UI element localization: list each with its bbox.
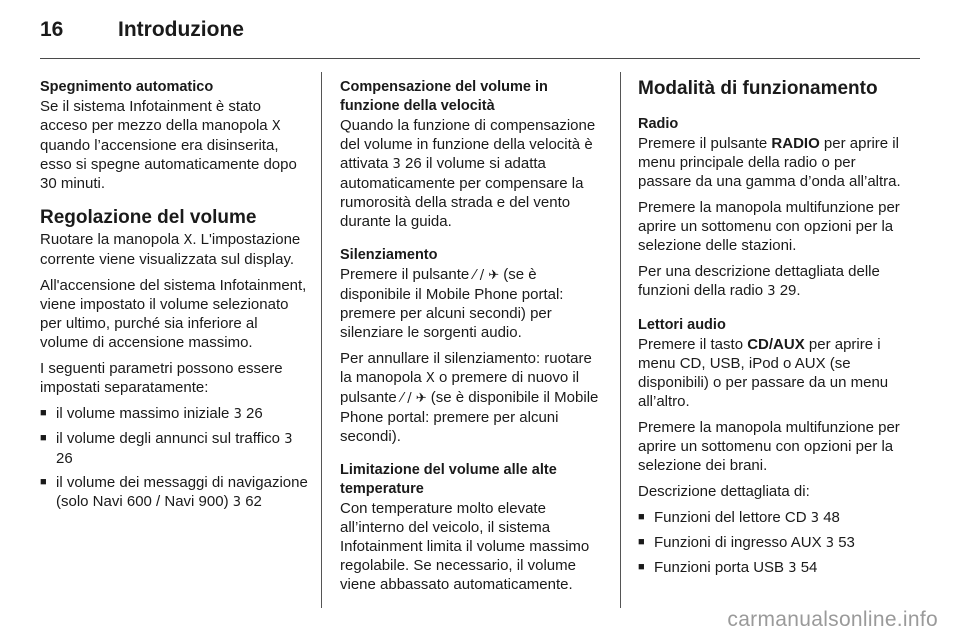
temperature-paragraph: Con temperature molto elevate all’interno del veicolo, il sistema Infotainment limita il volume massimo regolabile. Se necessario, il volume viene abbassato automaticamente. — [340, 500, 590, 593]
volume-parameters-list — [40, 404, 308, 512]
temperature-heading: Limitazione del volume alle alte temperature — [340, 462, 557, 497]
power-knob-icon: X — [183, 233, 193, 248]
cd-aux-key-label: CD/AUX — [747, 336, 805, 353]
page-ref-icon: 3 — [825, 536, 835, 551]
players-heading: Lettori audio — [638, 317, 726, 333]
page-ref-icon: 3 — [767, 284, 776, 299]
auto-off-heading: Spegnimento automatico — [40, 79, 214, 95]
watermark: carmanualsonline.info — [727, 608, 938, 631]
page-ref-link[interactable]: 54 — [800, 559, 818, 576]
volume-paragraph-2: All'accensione del sistema Infotainment, viene impostato il volume selezionato per ultimo, purché sia inferiore al volume di accensione massimo. — [40, 277, 307, 351]
list-item: ■ Funzioni di ingresso AUX 3 53 — [638, 533, 908, 553]
radio-paragraph-3: Per una descrizione dettagliata delle funzioni della radio 3 29. — [638, 263, 880, 299]
column-3 — [638, 78, 908, 585]
list-item: ■ il volume dei messaggi di navigazione (solo Navi 600 / Navi 900) 3 62 — [40, 473, 308, 512]
speed-compensation-heading: Compensazione del volume in funzione della velocità — [340, 79, 548, 114]
page-header — [40, 18, 920, 58]
radio-key-label: RADIO — [771, 135, 820, 152]
column-2 — [340, 78, 606, 601]
column-divider-1 — [321, 72, 322, 608]
page-ref-icon: 3 — [284, 432, 293, 447]
players-list — [638, 508, 908, 578]
page-number: 16 — [40, 18, 64, 41]
page-title: Introduzione — [118, 18, 244, 41]
power-knob-icon: X — [271, 119, 281, 134]
players-paragraph-2: Premere la manopola multifunzione per aprire un sottomenu con opzioni per la selezione dei brani. — [638, 419, 900, 474]
page-ref-link[interactable]: 62 — [245, 493, 262, 510]
power-knob-icon: X — [425, 371, 435, 386]
mute-paragraph-1: Premere il pulsante ⁄ / ✈ (se è disponibile il Mobile Phone portal: premere per alcuni secondi) per silenziare le sorgenti audio. — [340, 266, 564, 341]
list-item: ■ il volume degli annunci sul traffico 3 26 — [40, 429, 308, 468]
modes-heading: Modalità di funzionamento — [638, 78, 878, 99]
volume-paragraph-1: Ruotare la manopola X. L'impostazione corrente viene visualizzata sul display. — [40, 231, 301, 268]
speed-compensation-paragraph: Quando la funzione di compensazione del volume in funzione della velocità è attivata 3 26 il volume si adatta automaticamente per compensare la rumorosità della strada e del vento durante la guida. — [340, 117, 596, 230]
list-item: ■ Funzioni porta USB 3 54 — [638, 558, 908, 578]
page-ref-link[interactable]: 48 — [823, 509, 840, 526]
mute-key-icon: ⁄ / ✈ — [400, 391, 427, 406]
radio-heading: Radio — [638, 116, 679, 132]
page-ref-link[interactable]: 29 — [779, 282, 797, 299]
volume-heading: Regolazione del volume — [40, 207, 257, 228]
page-ref-icon: 3 — [233, 407, 242, 422]
column-1 — [40, 78, 308, 519]
page-ref-link[interactable]: 26 — [56, 450, 73, 467]
mute-key-icon: ⁄ / ✈ — [473, 268, 500, 283]
page-ref-icon: 3 — [392, 157, 401, 172]
mute-heading: Silenziamento — [340, 247, 438, 263]
list-item: ■ il volume massimo iniziale 3 26 — [40, 404, 308, 424]
page-ref-link[interactable]: 53 — [838, 534, 855, 551]
mute-paragraph-2: Per annullare il silenziamento: ruotare la manopola X o premere di nuovo il pulsante ⁄ / ✈ (se è disponibile il Mobile Phone portal: premere per alcuni secondi). — [340, 350, 599, 445]
players-paragraph-1: Premere il tasto CD/AUX per aprire i menu CD, USB, iPod o AUX (se disponibili) o per passare da un menu all’altro. — [638, 336, 889, 410]
auto-off-paragraph: Se il sistema Infotainment è stato acceso per mezzo della manopola X quando l’accensione era disinserita, esso si spegne automaticamente dopo 30 minuti. — [40, 98, 297, 192]
list-item: ■ Funzioni del lettore CD 3 48 — [638, 508, 908, 528]
page-ref-icon: 3 — [788, 561, 797, 576]
page-ref-link[interactable]: 26 — [404, 155, 422, 172]
page-ref-icon: 3 — [810, 511, 820, 526]
volume-paragraph-3: I seguenti parametri possono essere impostati separatamente: — [40, 360, 283, 396]
radio-paragraph-1: Premere il pulsante RADIO per aprire il menu principale della radio o per passare da una gamma d’onda all’altra. — [638, 135, 901, 190]
header-divider — [40, 58, 920, 59]
column-divider-2 — [620, 72, 621, 608]
radio-paragraph-2: Premere la manopola multifunzione per aprire un sottomenu con opzioni per la selezione delle stazioni. — [638, 199, 900, 254]
page-ref-link[interactable]: 26 — [246, 405, 263, 422]
players-paragraph-3: Descrizione dettagliata di: — [638, 483, 810, 500]
page-ref-icon: 3 — [232, 495, 242, 510]
